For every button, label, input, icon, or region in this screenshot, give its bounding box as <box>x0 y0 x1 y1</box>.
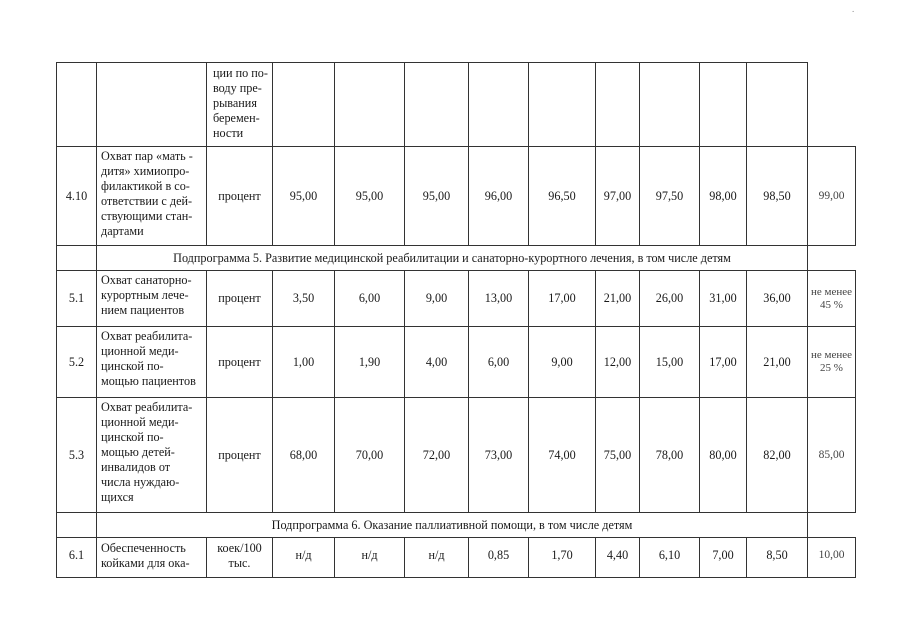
value-cell: 97,50 <box>640 147 700 246</box>
value-cell: 73,00 <box>469 398 529 513</box>
unit-cell: процент <box>207 398 273 513</box>
value-cell: 26,00 <box>640 271 700 327</box>
value-cell: 6,10 <box>640 538 700 578</box>
table-row <box>57 271 856 327</box>
value-cell <box>700 63 747 147</box>
value-cell: 1,90 <box>335 327 405 398</box>
value-cell: 95,00 <box>273 147 335 246</box>
value-cell: 6,00 <box>335 271 405 327</box>
value-cell: не менее 45 % <box>808 271 856 327</box>
indicators-table <box>56 62 856 578</box>
value-cell: 4,00 <box>405 327 469 398</box>
subprogram-title: Подпрограмма 5. Развитие медицинской реабилитации и санаторно-курортного лечения, в том числе детям <box>97 246 808 271</box>
value-cell: 8,50 <box>747 538 808 578</box>
value-cell <box>335 63 405 147</box>
value-cell: 9,00 <box>405 271 469 327</box>
value-cell: 3,50 <box>273 271 335 327</box>
row-number: 5.3 <box>57 398 97 513</box>
value-cell <box>596 63 640 147</box>
table-row <box>57 398 856 513</box>
indicator-name: Охват реабилита- ционной меди- цинской по- мощью детей- инвалидов от числа нуждаю- щихся <box>97 398 207 513</box>
value-cell: н/д <box>335 538 405 578</box>
value-cell: 9,00 <box>529 327 596 398</box>
value-cell: 78,00 <box>640 398 700 513</box>
value-cell: 0,85 <box>469 538 529 578</box>
value-cell: 82,00 <box>747 398 808 513</box>
value-cell: 1,70 <box>529 538 596 578</box>
value-cell: 15,00 <box>640 327 700 398</box>
value-cell <box>273 63 335 147</box>
value-cell: 31,00 <box>700 271 747 327</box>
value-cell <box>469 63 529 147</box>
value-cell: 98,50 <box>747 147 808 246</box>
indicator-name <box>97 63 207 147</box>
value-cell: 95,00 <box>405 147 469 246</box>
indicator-name: Обеспеченность койками для ока- <box>97 538 207 578</box>
value-cell: 96,50 <box>529 147 596 246</box>
value-cell: 74,00 <box>529 398 596 513</box>
value-cell: 7,00 <box>700 538 747 578</box>
row-number <box>57 246 97 271</box>
value-cell: 99,00 <box>808 147 856 246</box>
value-cell: 96,00 <box>469 147 529 246</box>
row-number: 5.1 <box>57 271 97 327</box>
value-cell: н/д <box>405 538 469 578</box>
value-cell <box>529 63 596 147</box>
value-cell: 98,00 <box>700 147 747 246</box>
value-cell: н/д <box>273 538 335 578</box>
table-row <box>57 63 856 147</box>
value-cell: 75,00 <box>596 398 640 513</box>
value-cell: 12,00 <box>596 327 640 398</box>
indicator-name: Охват санаторно- курортным лече- нием пациентов <box>97 271 207 327</box>
value-cell: 97,00 <box>596 147 640 246</box>
subprogram-row <box>57 513 856 538</box>
unit-cell: коек/100 тыс. <box>207 538 273 578</box>
indicator-name: Охват пар «мать - дитя» химиопро- филактикой в со- ответствии с дей- ствующими стан- дартами <box>97 147 207 246</box>
unit-cell: процент <box>207 271 273 327</box>
value-cell: 21,00 <box>596 271 640 327</box>
row-number: 6.1 <box>57 538 97 578</box>
subprogram-title: Подпрограмма 6. Оказание паллиативной помощи, в том числе детям <box>97 513 808 538</box>
page-corner-mark: . <box>852 4 855 14</box>
unit-cell: процент <box>207 327 273 398</box>
row-number: 5.2 <box>57 327 97 398</box>
value-cell: 95,00 <box>335 147 405 246</box>
row-number <box>57 513 97 538</box>
unit-cell: процент <box>207 147 273 246</box>
value-cell <box>640 63 700 147</box>
value-cell: 72,00 <box>405 398 469 513</box>
value-cell: 6,00 <box>469 327 529 398</box>
value-cell: 17,00 <box>529 271 596 327</box>
value-cell: 85,00 <box>808 398 856 513</box>
value-cell: 21,00 <box>747 327 808 398</box>
row-number <box>57 63 97 147</box>
unit-cell: ции по по- воду пре- рывания беремен- ности <box>207 63 273 147</box>
table-row <box>57 327 856 398</box>
table-row <box>57 147 856 246</box>
value-cell: 13,00 <box>469 271 529 327</box>
value-cell: не менее 25 % <box>808 327 856 398</box>
value-cell: 70,00 <box>335 398 405 513</box>
table-row <box>57 538 856 578</box>
value-cell: 10,00 <box>808 538 856 578</box>
value-cell: 1,00 <box>273 327 335 398</box>
value-cell: 17,00 <box>700 327 747 398</box>
value-cell: 4,40 <box>596 538 640 578</box>
row-number: 4.10 <box>57 147 97 246</box>
value-cell: 36,00 <box>747 271 808 327</box>
value-cell <box>747 63 808 147</box>
value-cell <box>405 63 469 147</box>
value-cell: 68,00 <box>273 398 335 513</box>
value-cell: 80,00 <box>700 398 747 513</box>
indicator-name: Охват реабилита- ционной меди- цинской по- мощью пациентов <box>97 327 207 398</box>
subprogram-row <box>57 246 856 271</box>
